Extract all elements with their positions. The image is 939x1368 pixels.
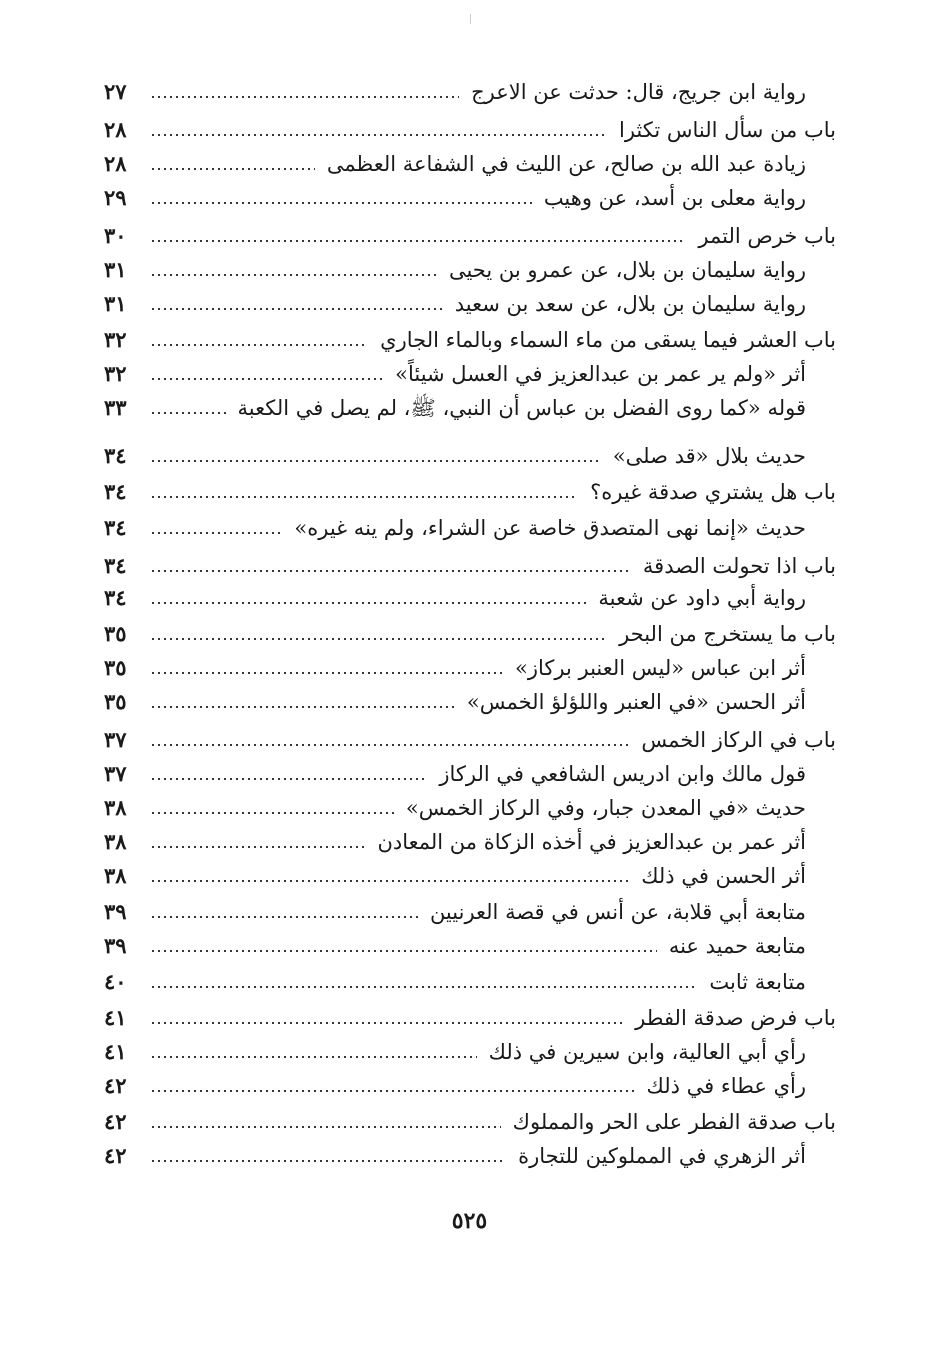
toc-entry-page-number: ٤٠ xyxy=(104,969,127,994)
toc-entry-title: أثر «ولم ير عمر بن عبدالعزيز في العسل شيئاً» xyxy=(395,362,806,386)
toc-subentry[interactable] xyxy=(104,438,836,470)
toc-chapter-entry[interactable] xyxy=(104,1000,836,1032)
toc-entry-title: متابعة ثابت xyxy=(709,970,806,994)
toc-entry-page-number: ٣٥ xyxy=(104,689,127,714)
toc-entry-title: باب هل يشتري صدقة غيره؟ xyxy=(590,480,836,504)
dot-leader xyxy=(150,78,459,100)
toc-chapter-entry[interactable] xyxy=(104,548,836,580)
toc-entry-page-number: ٣٩ xyxy=(104,899,127,924)
toc-entry-title: باب صدقة الفطر على الحر والمملوك xyxy=(512,1110,836,1134)
toc-entry-page-number: ٣١ xyxy=(104,291,127,316)
toc-entry-title: رواية ابن جريج، قال: حدثت عن الاعرج xyxy=(471,80,806,104)
dot-leader xyxy=(150,898,418,920)
toc-chapter-entry[interactable] xyxy=(104,722,836,754)
toc-entry-page-number: ٣٠ xyxy=(104,223,127,248)
toc-subentry[interactable] xyxy=(104,1068,836,1100)
dot-leader xyxy=(150,688,455,710)
toc-entry-title: رواية سليمان بن بلال، عن عمرو بن يحيى xyxy=(448,258,806,282)
toc-entry-page-number: ٣٤ xyxy=(104,443,127,468)
page-number: ٥٢٥ xyxy=(451,1208,488,1234)
toc-chapter-entry[interactable] xyxy=(104,1104,836,1136)
toc-subentry[interactable] xyxy=(104,824,836,856)
toc-chapter-entry[interactable] xyxy=(104,474,836,506)
toc-subentry[interactable] xyxy=(104,1138,836,1170)
toc-entry-title: باب في الركاز الخمس xyxy=(641,728,836,752)
toc-entry-page-number: ٤٢ xyxy=(104,1143,127,1168)
toc-subentry[interactable] xyxy=(104,650,836,682)
dot-leader xyxy=(150,726,629,748)
toc-entry-title: متابعة أبي قلابة، عن أنس في قصة العرنيين xyxy=(429,900,806,924)
toc-subentry[interactable] xyxy=(104,252,836,284)
dot-leader xyxy=(150,326,368,348)
toc-entry-title: رواية معلى بن أسد، عن وهيب xyxy=(543,186,806,210)
toc-entry-page-number: ٤٢ xyxy=(104,1073,127,1098)
toc-entry-title: باب من سأل الناس تكثرا xyxy=(618,118,836,142)
toc-subentry[interactable] xyxy=(104,756,836,788)
toc-entry-page-number: ٢٨ xyxy=(104,117,127,142)
toc-subentry[interactable] xyxy=(104,684,836,716)
dot-leader xyxy=(150,222,686,244)
toc-entry-page-number: ٣٥ xyxy=(104,621,127,646)
dot-leader xyxy=(150,620,607,642)
toc-entry-title: باب خرص التمر xyxy=(698,224,836,248)
toc-entry-title: باب اذا تحولت الصدقة xyxy=(642,554,836,578)
toc-entry-page-number: ٣٤ xyxy=(104,553,127,578)
toc-entry-title: قول مالك وابن ادريس الشافعي في الركاز xyxy=(439,762,806,786)
dot-leader xyxy=(150,290,443,312)
toc-entry-page-number: ٣٨ xyxy=(104,795,127,820)
toc-entry-title: حديث «إنما نهى المتصدق خاصة عن الشراء، ولم ينه غيره» xyxy=(294,516,806,540)
toc-chapter-entry[interactable] xyxy=(104,616,836,648)
dot-leader xyxy=(150,116,607,138)
toc-chapter-entry[interactable] xyxy=(104,218,836,250)
toc-entry-title: أثر الحسن في ذلك xyxy=(641,864,806,888)
dot-leader xyxy=(150,1072,635,1094)
toc-entry-page-number: ٣٧ xyxy=(104,761,127,786)
toc-entry-page-number: ٣٤ xyxy=(104,479,127,504)
toc-entry-title: أثر الزهري في المملوكين للتجارة xyxy=(518,1144,806,1168)
dot-leader xyxy=(150,442,601,464)
toc-entry-page-number: ٣٧ xyxy=(104,727,127,752)
toc-entry-page-number: ٣٨ xyxy=(104,829,127,854)
toc-subentry[interactable] xyxy=(104,74,836,106)
toc-subentry[interactable] xyxy=(104,894,836,926)
toc-chapter-entry[interactable] xyxy=(104,112,836,144)
toc-subentry[interactable] xyxy=(104,390,836,422)
toc-subentry[interactable] xyxy=(104,928,836,960)
toc-entry-page-number: ٤١ xyxy=(104,1005,127,1030)
toc-entry-page-number: ٣٢ xyxy=(104,361,127,386)
dot-leader xyxy=(150,1108,501,1130)
toc-subentry[interactable] xyxy=(104,858,836,890)
toc-entry-title: رأي أبي العالية، وابن سيرين في ذلك xyxy=(488,1040,806,1064)
toc-entry-title: رأي عطاء في ذلك xyxy=(646,1074,806,1098)
toc-entry-page-number: ٣٢ xyxy=(104,327,127,352)
toc-subentry[interactable] xyxy=(104,964,836,996)
dot-leader xyxy=(150,552,631,574)
scan-mark xyxy=(470,14,471,24)
dot-leader xyxy=(150,968,697,990)
toc-subentry[interactable] xyxy=(104,180,836,212)
toc-entry-page-number: ٣٣ xyxy=(104,395,127,420)
dot-leader xyxy=(150,760,427,782)
toc-subentry[interactable] xyxy=(104,790,836,822)
dot-leader xyxy=(150,1142,506,1164)
toc-entry-title: أثر ابن عباس «ليس العنبر بركاز» xyxy=(514,656,806,680)
dot-leader xyxy=(150,654,503,676)
toc-entry-title: أثر عمر بن عبدالعزيز في أخذه الزكاة من المعادن xyxy=(377,830,806,854)
dot-leader xyxy=(150,932,657,954)
toc-entry-title: حديث «في المعدن جبار، وفي الركاز الخمس» xyxy=(405,796,806,820)
toc-entry-title: رواية سليمان بن بلال، عن سعد بن سعيد xyxy=(454,292,806,316)
toc-subentry[interactable] xyxy=(104,356,836,388)
toc-entry-title: باب فرض صدقة الفطر xyxy=(635,1006,836,1030)
toc-subentry[interactable] xyxy=(104,1034,836,1066)
toc-entry-page-number: ٢٧ xyxy=(104,79,127,104)
toc-entry-page-number: ٣٥ xyxy=(104,655,127,680)
toc-entry-title: رواية أبي داود عن شعبة xyxy=(598,586,806,610)
dot-leader xyxy=(150,828,365,850)
toc-entry-title: قوله «كما روى الفضل بن عباس أن النبي، ﷺ، لم يصل في الكعبة xyxy=(237,396,806,420)
toc-chapter-entry[interactable] xyxy=(104,322,836,354)
dot-leader xyxy=(150,1004,623,1026)
toc-subentry[interactable] xyxy=(104,146,836,178)
dot-leader xyxy=(150,360,383,382)
toc-subentry[interactable] xyxy=(104,580,836,612)
dot-leader xyxy=(150,862,629,884)
toc-entry-title: باب ما يستخرج من البحر xyxy=(619,622,836,646)
toc-entry-page-number: ٣٤ xyxy=(104,515,127,540)
dot-leader xyxy=(150,1038,477,1060)
dot-leader xyxy=(150,256,437,278)
dot-leader xyxy=(150,794,394,816)
toc-entry-title: أثر الحسن «في العنبر واللؤلؤ الخمس» xyxy=(466,690,806,714)
toc-subentry[interactable] xyxy=(104,510,836,542)
dot-leader xyxy=(150,584,586,606)
toc-entry-title: زيادة عبد الله بن صالح، عن الليث في الشفاعة العظمى xyxy=(326,152,806,176)
toc-entry-page-number: ٣٩ xyxy=(104,933,127,958)
dot-leader xyxy=(150,478,578,500)
dot-leader xyxy=(150,514,282,536)
toc-entry-title: متابعة حميد عنه xyxy=(668,934,806,958)
dot-leader xyxy=(150,394,226,416)
toc-entry-title: باب العشر فيما يسقى من ماء السماء وبالماء الجاري xyxy=(380,328,836,352)
toc-entry-page-number: ٣٨ xyxy=(104,863,127,888)
toc-entry-page-number: ٣١ xyxy=(104,257,127,282)
toc-entry-page-number: ٢٩ xyxy=(104,185,127,210)
toc-subentry[interactable] xyxy=(104,286,836,318)
toc-entry-page-number: ٤١ xyxy=(104,1039,127,1064)
toc-entry-page-number: ٣٤ xyxy=(104,585,127,610)
dot-leader xyxy=(150,184,532,206)
toc-entry-title: حديث بلال «قد صلى» xyxy=(612,444,806,468)
toc-entry-page-number: ٢٨ xyxy=(104,151,127,176)
toc-entry-page-number: ٤٢ xyxy=(104,1109,127,1134)
dot-leader xyxy=(150,150,315,172)
